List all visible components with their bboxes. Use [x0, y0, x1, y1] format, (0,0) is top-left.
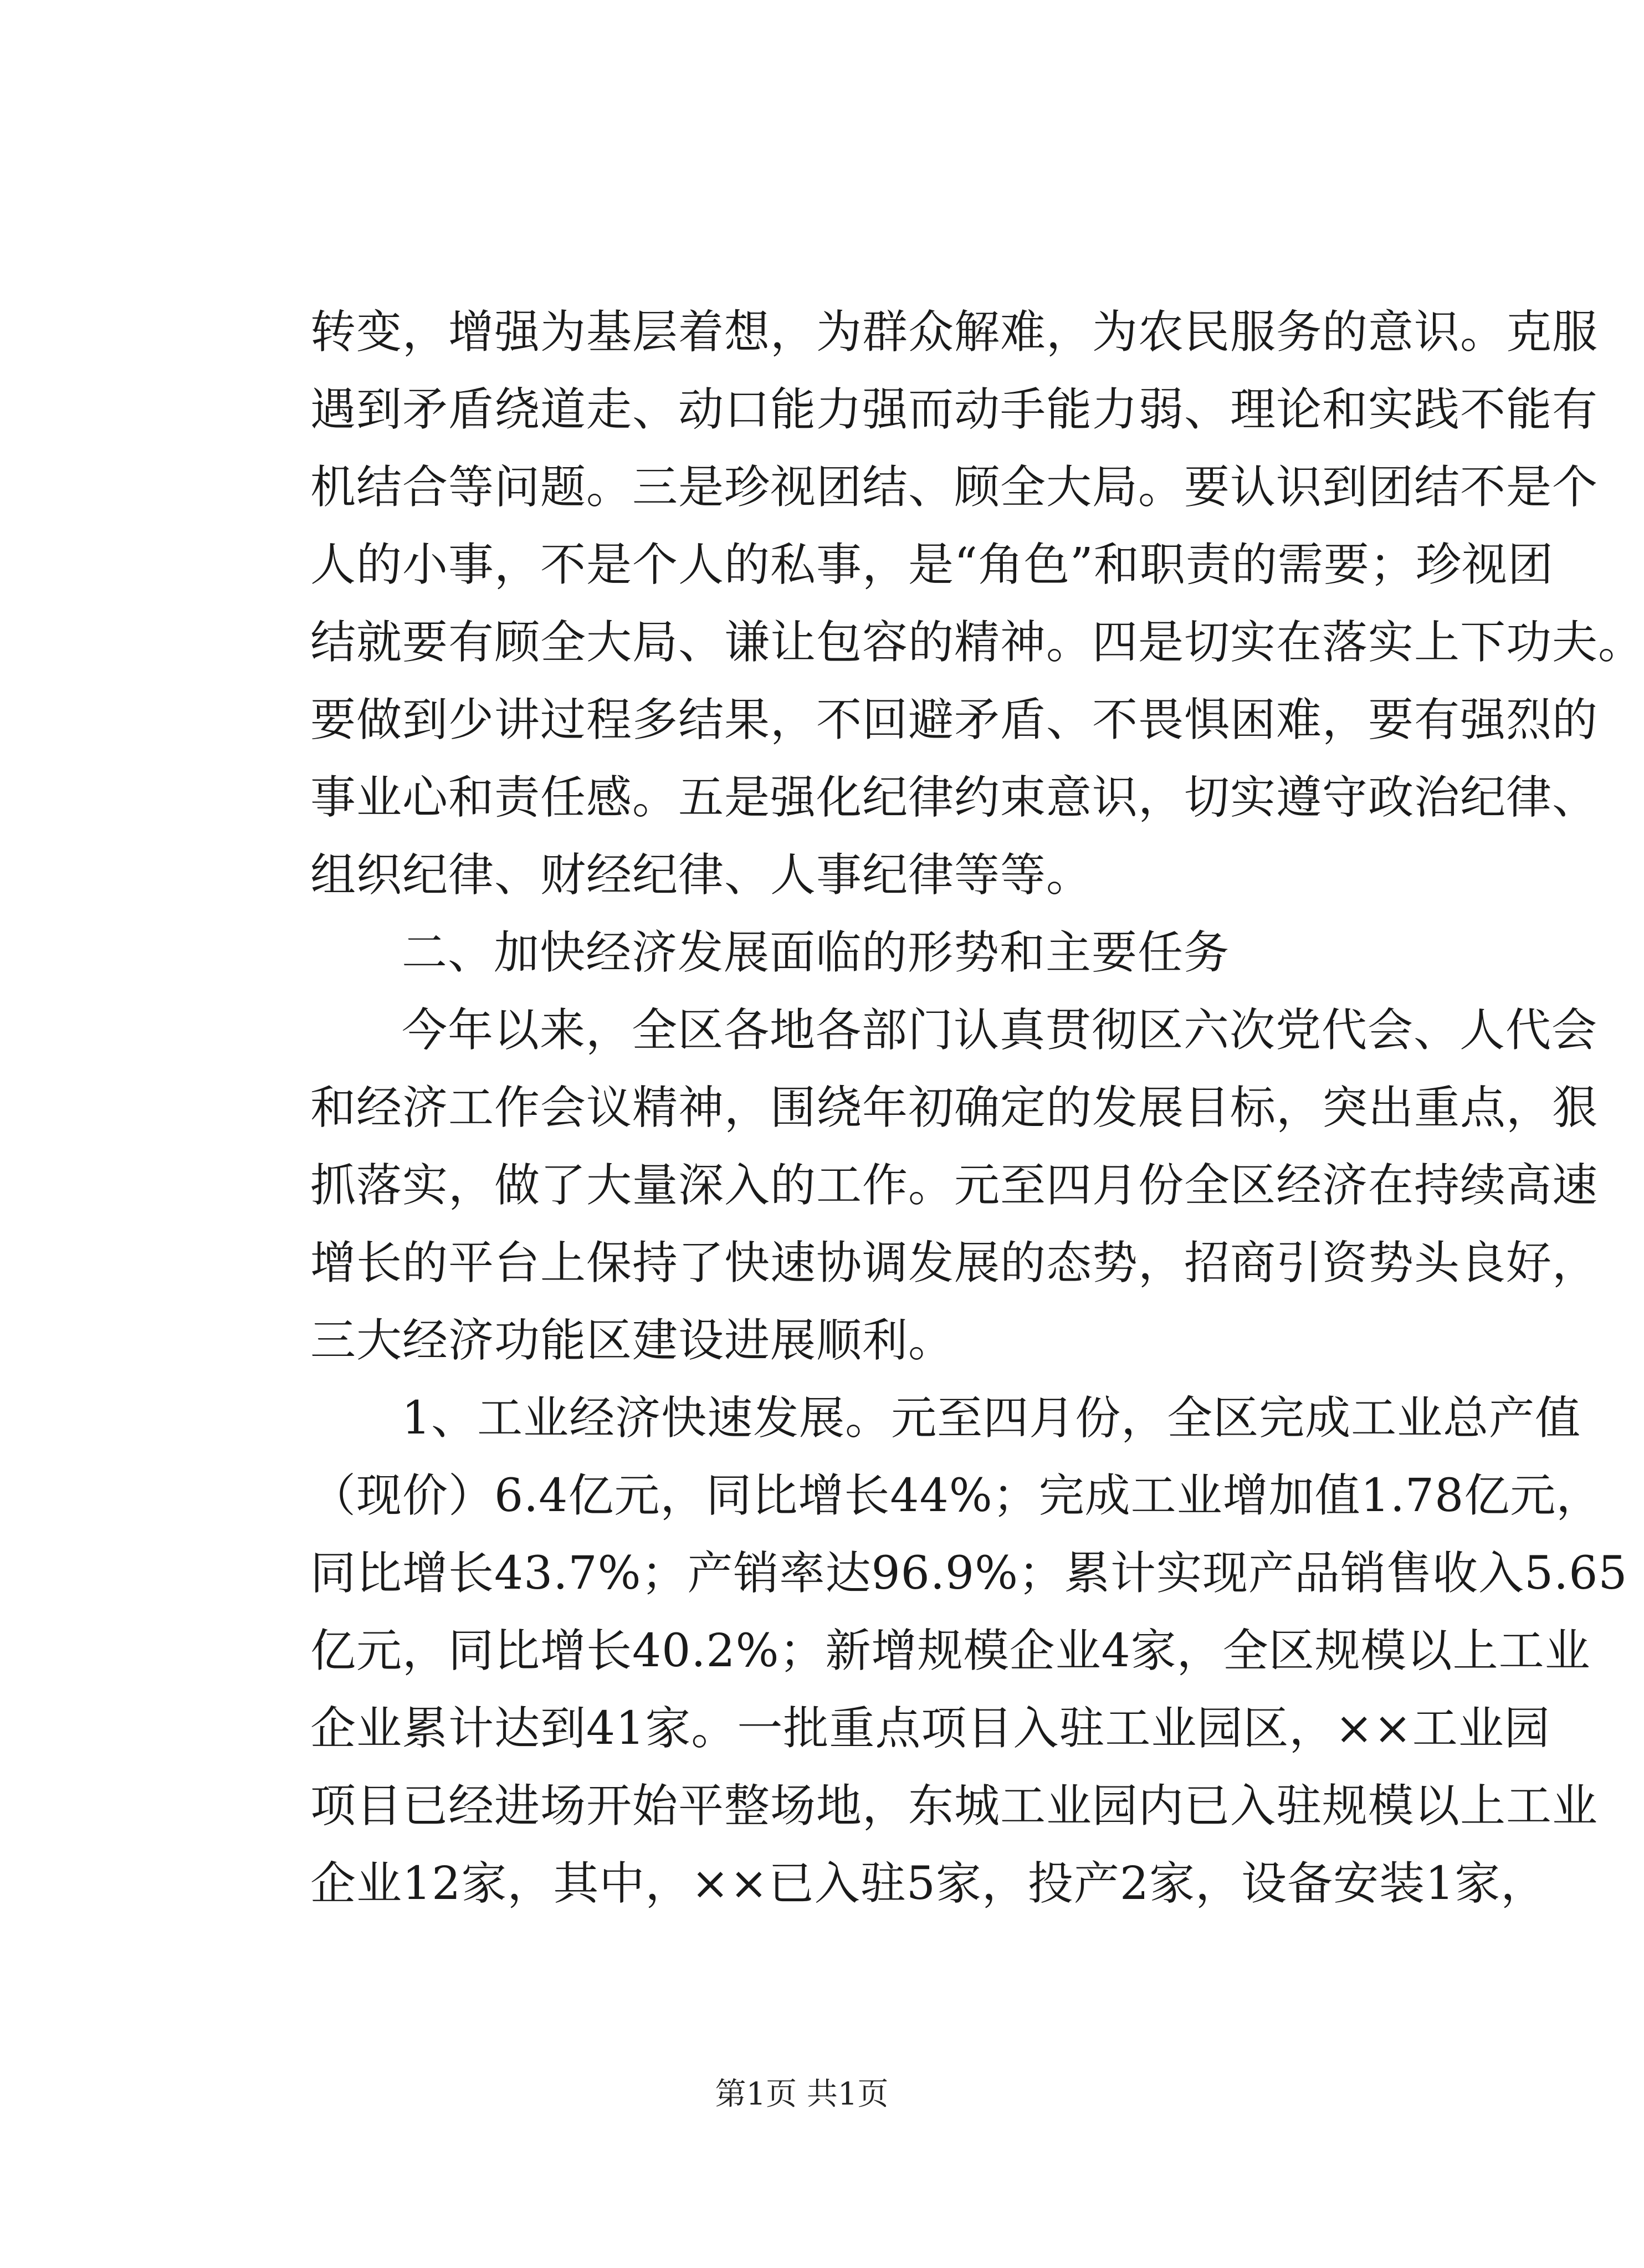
body-line: 转变，增强为基层着想，为群众解难，为农民服务的意识。克服	[310, 306, 1599, 359]
section-heading: 二、加快经济发展面临的形势和主要任务	[402, 926, 1230, 979]
body-line: 企业累计达到41家。一批重点项目入驻工业园区，××工业园	[310, 1702, 1550, 1755]
body-line: 人的小事，不是个人的私事，是“角色”和职责的需要；珍视团	[310, 539, 1554, 591]
body-line: 亿元，同比增长40.2%；新增规模企业4家，全区规模以上工业	[310, 1625, 1591, 1677]
body-line: 增长的平台上保持了快速协调发展的态势，招商引资势头良好，	[310, 1237, 1599, 1289]
body-line: 项目已经进场开始平整场地，东城工业园内已入驻规模以上工业	[310, 1780, 1599, 1832]
body-line: 要做到少讲过程多结果，不回避矛盾、不畏惧困难，要有强烈的	[310, 694, 1599, 746]
body-line: 机结合等问题。三是珍视团结、顾全大局。要认识到团结不是个	[310, 461, 1599, 514]
body-line: 1、工业经济快速发展。元至四月份，全区完成工业总产值	[402, 1392, 1581, 1445]
body-line: 组织纪律、财经纪律、人事纪律等等。	[310, 849, 1093, 902]
body-line: 企业12家，其中，××已入驻5家，投产2家，设备安装1家，	[310, 1857, 1547, 1910]
body-line: 遇到矛盾绕道走、动口能力强而动手能力弱、理论和实践不能有	[310, 383, 1599, 436]
body-line: 今年以来，全区各地各部门认真贯彻区六次党代会、人代会	[402, 1004, 1598, 1057]
document-body	[310, 294, 1644, 1923]
body-line: （现价）6.4亿元，同比增长44%；完成工业增加值1.78亿元，	[310, 1470, 1602, 1522]
body-line: 同比增长43.7%；产销率达96.9%；累计实现产品销售收入5.65	[310, 1547, 1628, 1600]
body-line: 抓落实，做了大量深入的工作。元至四月份全区经济在持续高速	[310, 1159, 1599, 1212]
body-line: 事业心和责任感。五是强化纪律约束意识，切实遵守政治纪律、	[310, 771, 1599, 824]
body-line: 和经济工作会议精神，围绕年初确定的发展目标，突出重点，狠	[310, 1082, 1599, 1134]
page-footer: 第1页 共1页	[715, 2076, 889, 2112]
body-line: 结就要有顾全大局、谦让包容的精神。四是切实在落实上下功夫。	[310, 616, 1644, 669]
body-line: 三大经济功能区建设进展顺利。	[310, 1314, 955, 1367]
